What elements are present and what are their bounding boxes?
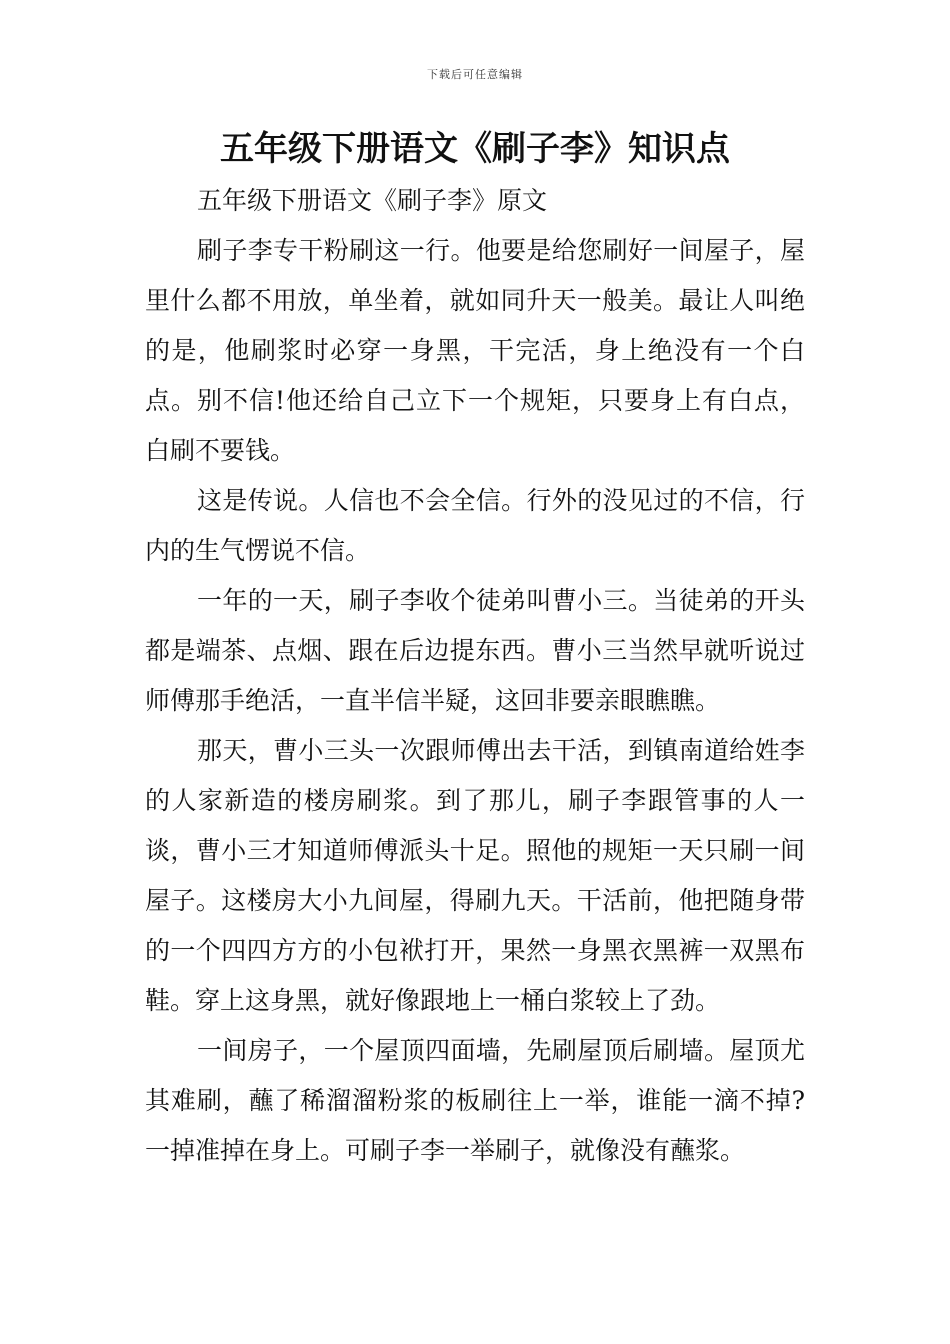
paragraph-5: 一间房子，一个屋顶四面墙，先刷屋顶后刷墙。屋顶尤其难刷，蘸了稀溜溜粉浆的板刷往上一举，谁能一滴不掉?一掉准掉在身上。可刷子李一举刷子，就像没有蘸浆。 (145, 1036, 805, 1165)
document-title: 五年级下册语文《刷子李》知识点 (220, 129, 730, 169)
header-note: 下载后可任意编辑 (427, 68, 523, 81)
paragraph-2: 这是传说。人信也不会全信。行外的没见过的不信，行内的生气愣说不信。 (145, 486, 805, 565)
paragraph-3: 一年的一天，刷子李收个徒弟叫曹小三。当徒弟的开头都是端茶、点烟、跟在后边提东西。曹小三当然早就听说过师傅那手绝活，一直半信半疑，这回非要亲眼瞧瞧。 (145, 586, 805, 715)
paragraph-1: 刷子李专干粉刷这一行。他要是给您刷好一间屋子，屋里什么都不用放，单坐着，就如同升天一般美。最让人叫绝的是，他刷浆时必穿一身黑，干完活，身上绝没有一个白点。别不信!他还给自己立下一个规矩，只要身上有白点，白刷不要钱。 (145, 236, 805, 465)
paragraph-4: 那天，曹小三头一次跟师傅出去干活，到镇南道给姓李的人家新造的楼房刷浆。到了那儿，刷子李跟管事的人一谈，曹小三才知道师傅派头十足。照他的规矩一天只刷一间屋子。这楼房大小九间屋，得刷九天。干活前，他把随身带的一个四四方方的小包袱打开，果然一身黑衣黑裤一双黑布鞋。穿上这身黑，就好像跟地上一桶白浆较上了劲。 (145, 736, 805, 1015)
document-body (145, 176, 805, 1176)
section-subtitle: 五年级下册语文《刷子李》原文 (197, 186, 548, 215)
